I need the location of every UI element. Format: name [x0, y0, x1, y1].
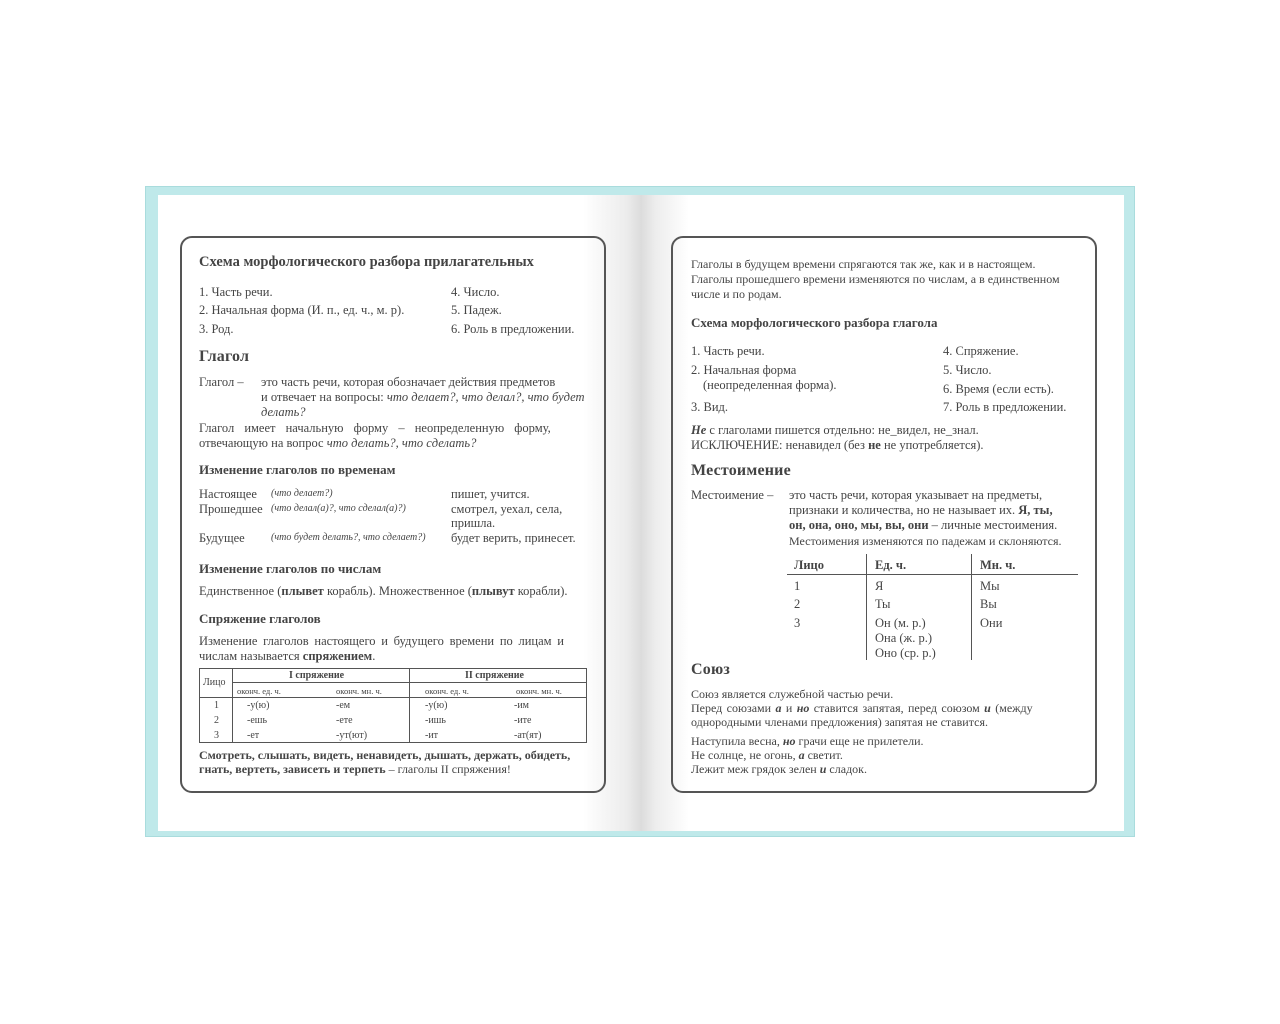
verb-initial-line: отвечающую на вопрос что делать?, что сделать?: [199, 436, 477, 450]
pronoun-cell: 3: [794, 616, 801, 630]
union-line: однородными членами предложения) запятая не ставится.: [691, 715, 988, 729]
conj-cell: -у(ю): [425, 700, 448, 711]
future-tense-line: Глаголы прошедшего времени изменяются по числам, а в единственном: [691, 272, 1060, 286]
pronoun-cell: Она (ж. р.): [875, 631, 932, 645]
adj-scheme-item: 1. Часть речи.: [199, 285, 273, 299]
conj-subheader: оконч. мн. ч.: [336, 686, 382, 696]
verb-def-line: делать?: [261, 405, 306, 419]
conj-cell: -им: [514, 700, 530, 711]
pronoun-header: Ед. ч.: [875, 558, 907, 572]
tense-example: будет верить, принесет.: [451, 531, 576, 545]
conj-exception-line: Смотреть, слышать, видеть, ненавидеть, дышать, держать, обидеть,: [199, 748, 571, 762]
tense-example: смотрел, уехал, села,: [451, 502, 563, 516]
verb-scheme-item: (неопределенная форма).: [703, 378, 837, 392]
pronoun-def-line: он, она, оно, мы, вы, они – личные местоимения.: [789, 518, 1058, 532]
pronoun-def-line: это часть речи, которая указывает на предметы,: [789, 488, 1043, 502]
pronoun-def-line: признаки и количества, но не называет их. Я, ты,: [789, 503, 1053, 517]
verb-initial-line: Глагол имеет начальную форму – неопределенную форму,: [199, 421, 551, 435]
conj-cell: 3: [214, 730, 219, 741]
union-line: Союз является служебной частью речи.: [691, 687, 894, 701]
tense-example: пишет, учится.: [451, 487, 530, 501]
pronoun-header: Мн. ч.: [980, 558, 1016, 572]
conj-cell: 1: [214, 700, 219, 711]
conj-cell: 2: [214, 715, 219, 726]
ne-rule-line: Не с глаголами пишется отдельно: не_видел, не_знал.: [691, 423, 979, 437]
verb-def-term: Глагол –: [199, 375, 244, 389]
union-line: Перед союзами а и но ставится запятая, перед союзом и (между: [691, 701, 1033, 715]
conj-cell: -ут(ют): [336, 730, 368, 741]
tense-question: (что будет делать?, что сделает?): [271, 532, 426, 543]
pronoun-def-term: Местоимение –: [691, 488, 774, 502]
verb-def-line: и отвечает на вопросы: что делает?, что делал?, что будет: [261, 390, 585, 404]
conjugation-def-line: Изменение глаголов настоящего и будущего времени по лицам и: [199, 634, 564, 648]
adj-scheme-item: 5. Падеж.: [451, 303, 502, 317]
adj-scheme-item: 3. Род.: [199, 322, 234, 336]
pronoun-cell: Они: [980, 616, 1003, 630]
tense-question: (что делал(а)?, что сделал(а)?): [271, 503, 406, 514]
pronoun-cell: 2: [794, 597, 801, 611]
verb-heading: Глагол: [199, 348, 250, 365]
conj-cell: -ем: [336, 700, 351, 711]
adj-scheme-item: 6. Роль в предложении.: [451, 322, 575, 336]
conjugation-table: [199, 668, 587, 743]
conj-header-person: Лицо: [203, 677, 226, 688]
tenses-heading: Изменение глаголов по временам: [199, 462, 396, 477]
pronoun-cell: Мы: [980, 579, 1000, 593]
numbers-heading: Изменение глаголов по числам: [199, 561, 382, 576]
adjective-scheme-title: Схема морфологического разбора прилагательных: [199, 254, 534, 270]
verb-scheme-item: 5. Число.: [943, 363, 992, 377]
pronoun-cell: Вы: [980, 597, 997, 611]
conj-header-group: II спряжение: [465, 670, 524, 681]
conj-cell: -ит: [425, 730, 439, 741]
conj-cell: -ешь: [247, 715, 268, 726]
conj-header-group: I спряжение: [289, 670, 345, 681]
pronoun-cell: Оно (ср. р.): [875, 646, 936, 660]
pronoun-heading: Местоимение: [691, 462, 791, 479]
union-example: Не солнце, не огонь, а светит.: [691, 748, 843, 762]
tense-name: Будущее: [199, 531, 245, 545]
tense-name: Настоящее: [199, 487, 257, 501]
conj-cell: -ишь: [425, 715, 446, 726]
union-example: Наступила весна, но грачи еще не прилетели.: [691, 734, 924, 748]
pronoun-header: Лицо: [794, 558, 824, 572]
pronoun-cell: Ты: [875, 597, 891, 611]
verb-scheme-item: 7. Роль в предложении.: [943, 400, 1067, 414]
conj-subheader: оконч. ед. ч.: [425, 686, 469, 696]
union-heading: Союз: [691, 661, 731, 678]
tense-question: (что делает?): [271, 488, 333, 499]
verb-scheme-item: 2. Начальная форма: [691, 363, 797, 377]
verb-scheme-item: 4. Спряжение.: [943, 344, 1019, 358]
conj-subheader: оконч. ед. ч.: [237, 686, 281, 696]
ne-exception-line: ИСКЛЮЧЕНИЕ: ненавидел (без не не употребляется).: [691, 438, 984, 452]
conj-exception-line: гнать, вертеть, зависеть и терпеть – глаголы II спряжения!: [199, 762, 511, 776]
conj-cell: -ите: [514, 715, 532, 726]
adj-scheme-item: 4. Число.: [451, 285, 500, 299]
tense-name: Прошедшее: [199, 502, 263, 516]
conj-cell: -ат(ят): [514, 730, 542, 741]
pronoun-cell: 1: [794, 579, 801, 593]
conj-cell: -ет: [247, 730, 260, 741]
conjugation-heading: Спряжение глаголов: [199, 611, 321, 626]
conj-cell: -у(ю): [247, 700, 270, 711]
verb-scheme-item: 3. Вид.: [691, 400, 729, 414]
adj-scheme-item: 2. Начальная форма (И. п., ед. ч., м. р).: [199, 303, 405, 317]
verb-scheme-title: Схема морфологического разбора глагола: [691, 315, 938, 330]
conjugation-def-line: числам называется спряжением.: [199, 649, 376, 663]
verb-def-line: это часть речи, которая обозначает действия предметов: [261, 375, 556, 389]
conj-subheader: оконч. мн. ч.: [516, 686, 562, 696]
pronoun-def-line: Местоимения изменяются по падежам и склоняются.: [789, 534, 1062, 548]
verb-scheme-item: 1. Часть речи.: [691, 344, 765, 358]
future-tense-line: числе и по родам.: [691, 287, 782, 301]
numbers-line: Единственное (плывет корабль). Множественное (плывут корабли).: [199, 584, 568, 598]
pronoun-cell: Я: [875, 579, 884, 593]
future-tense-line: Глаголы в будущем времени спрягаются так же, как и в настоящем.: [691, 257, 1036, 271]
tense-example: пришла.: [451, 516, 496, 530]
union-example: Лежит меж грядок зелен и сладок.: [691, 762, 867, 776]
verb-scheme-item: 6. Время (если есть).: [943, 382, 1054, 396]
pronoun-cell: Он (м. р.): [875, 616, 926, 630]
conj-cell: -ете: [336, 715, 353, 726]
